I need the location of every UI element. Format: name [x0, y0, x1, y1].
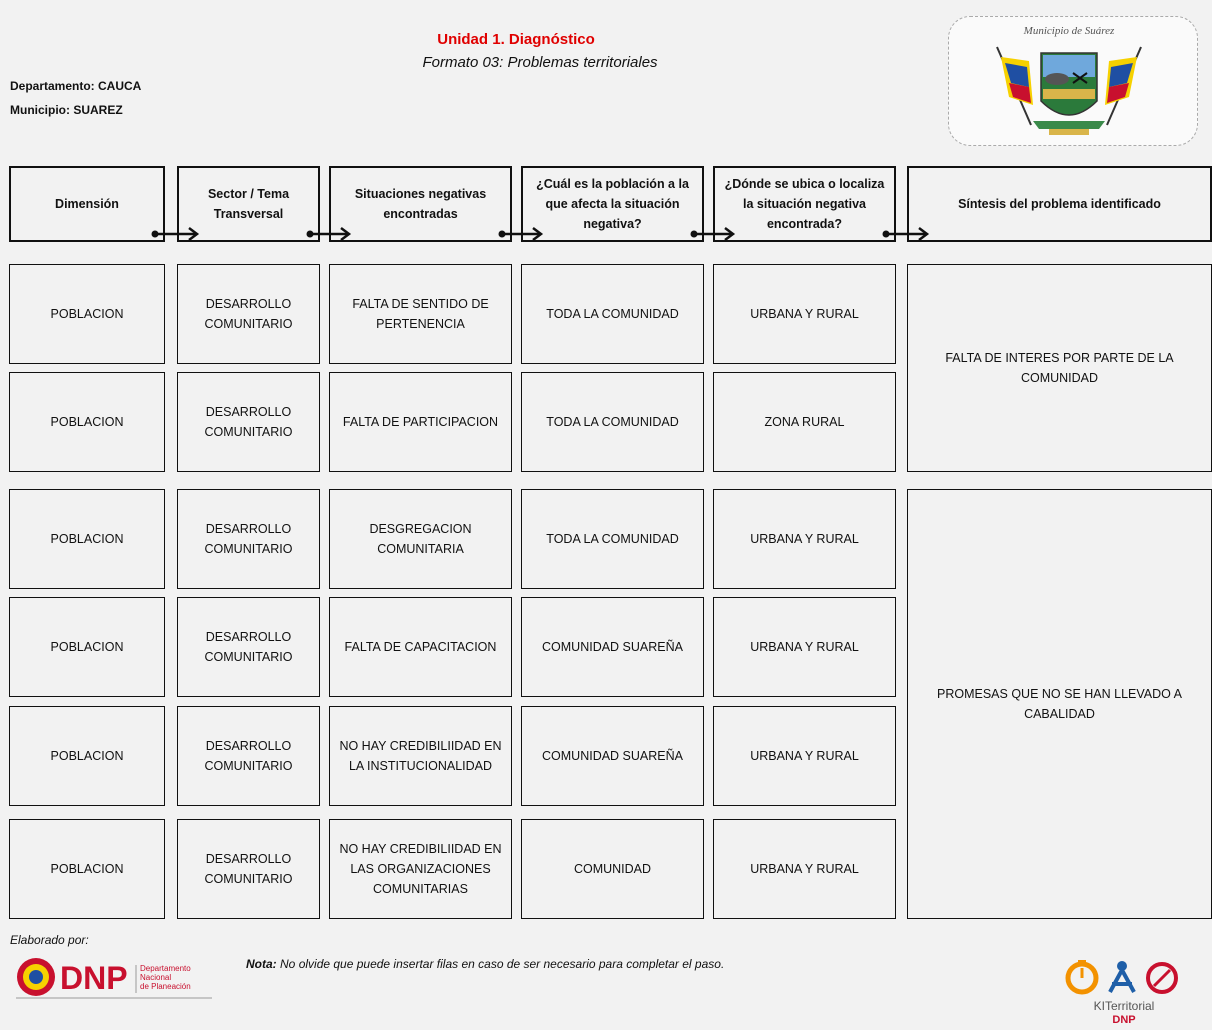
table-cell: POBLACION — [9, 372, 165, 472]
page-title: Unidad 1. Diagnóstico — [437, 31, 595, 48]
column-header: Síntesis del problema identificado — [907, 166, 1212, 242]
synthesis-cell: PROMESAS QUE NO SE HAN LLEVADO A CABALIDAD — [907, 489, 1212, 919]
page-subtitle: Formato 03: Problemas territoriales — [422, 54, 658, 71]
flow-arrow-icon — [691, 228, 734, 240]
column-header: Sector / Tema Transversal — [177, 166, 320, 242]
table-cell: COMUNIDAD SUAREÑA — [521, 597, 704, 697]
dnp-logo-text: DNP — [60, 960, 128, 996]
kit-logo-sub: DNP — [1112, 1014, 1136, 1025]
flow-arrow-icon — [883, 228, 928, 240]
table-cell: FALTA DE CAPACITACION — [329, 597, 512, 697]
nota-text: No olvide que puede insertar filas en caso de ser necesario para completar el paso. — [280, 957, 725, 971]
flow-arrows — [0, 0, 1212, 260]
table-cell: POBLACION — [9, 819, 165, 919]
synthesis-cell: FALTA DE INTERES POR PARTE DE LA COMUNIDAD — [907, 264, 1212, 472]
table-cell: TODA LA COMUNIDAD — [521, 264, 704, 364]
dnp-logo-sub-2: Nacional — [140, 973, 172, 982]
column-header: ¿Cuál es la población a la que afecta la situación negativa? — [521, 166, 704, 242]
table-cell: DESARROLLO COMUNITARIO — [177, 372, 320, 472]
table-cell: DESARROLLO COMUNITARIO — [177, 819, 320, 919]
dnp-logo-sub-1: Departamento — [140, 964, 191, 973]
table-cell: POBLACION — [9, 706, 165, 806]
table-cell: DESGREGACION COMUNITARIA — [329, 489, 512, 589]
table-cell: NO HAY CREDIBILIIDAD EN LAS ORGANIZACIONES COMUNITARIAS — [329, 819, 512, 919]
departamento-label: Departamento: CAUCA — [10, 79, 142, 93]
table-cell: DESARROLLO COMUNITARIO — [177, 597, 320, 697]
kit-logo-text: KITerritorial — [1093, 999, 1155, 1013]
table-cell: URBANA Y RURAL — [713, 819, 896, 919]
table-cell: DESARROLLO COMUNITARIO — [177, 706, 320, 806]
crest-text: Municipio de Suárez — [1023, 25, 1115, 37]
table-cell: URBANA Y RURAL — [713, 597, 896, 697]
table-cell: POBLACION — [9, 489, 165, 589]
table-cell: COMUNIDAD — [521, 819, 704, 919]
table-cell: DESARROLLO COMUNITARIO — [177, 264, 320, 364]
table-cell: FALTA DE SENTIDO DE PERTENENCIA — [329, 264, 512, 364]
column-header: Dimensión — [9, 166, 165, 242]
table-cell: COMUNIDAD SUAREÑA — [521, 706, 704, 806]
table-cell: FALTA DE PARTICIPACION — [329, 372, 512, 472]
nota — [246, 957, 724, 971]
dnp-logo-sub-3: de Planeación — [140, 982, 191, 991]
table-cell: URBANA Y RURAL — [713, 706, 896, 806]
flow-arrow-icon — [307, 228, 350, 240]
table-cell: URBANA Y RURAL — [713, 489, 896, 589]
table-cell: URBANA Y RURAL — [713, 264, 896, 364]
dnp-logo — [16, 955, 216, 999]
table-cell: TODA LA COMUNIDAD — [521, 489, 704, 589]
column-header: Situaciones negativas encontradas — [329, 166, 512, 242]
table-cell: NO HAY CREDIBILIIDAD EN LA INSTITUCIONALIDAD — [329, 706, 512, 806]
flow-arrow-icon — [152, 228, 198, 240]
flow-arrow-icon — [499, 228, 542, 240]
column-header: ¿Dónde se ubica o localiza la situación negativa encontrada? — [713, 166, 896, 242]
nota-label: Nota: — [246, 957, 277, 971]
table-cell: POBLACION — [9, 597, 165, 697]
table-cell: POBLACION — [9, 264, 165, 364]
table-cell: ZONA RURAL — [713, 372, 896, 472]
elaborado-label: Elaborado por: — [10, 933, 89, 947]
municipio-label: Municipio: SUAREZ — [10, 103, 123, 117]
table-cell: DESARROLLO COMUNITARIO — [177, 489, 320, 589]
table-cell: TODA LA COMUNIDAD — [521, 372, 704, 472]
kiterritorial-logo — [1064, 958, 1186, 1025]
